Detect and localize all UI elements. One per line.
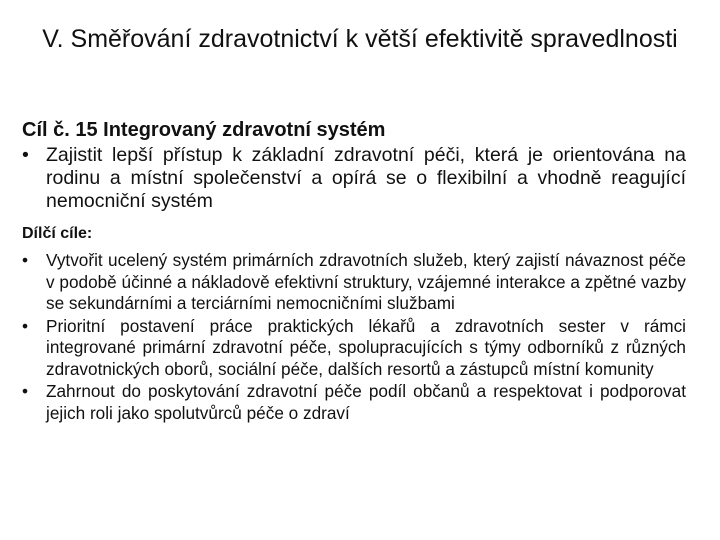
bullet-text: Vytvořit ucelený systém primárních zdravotních služeb, který zajistí návaznost péče v podobě účinné a nákladově efektivní struktury, vzájemné interakce a zpětné vazby se sekundárními a terciárními nemocničními službami	[46, 250, 686, 313]
list-item	[22, 144, 686, 213]
subgoals-heading: Dílčí cíle:	[22, 225, 93, 242]
goal-heading: Cíl č. 15 Integrovaný zdravotní systém	[22, 119, 386, 141]
bullet-icon: •	[22, 381, 29, 401]
bullet-text: Zajistit lepší přístup k základní zdravotní péči, která je orientována na rodinu a místní společenství a opírá se o flexibilní a vhodně reagující nemocniční systém	[46, 144, 686, 212]
list-item	[22, 381, 686, 424]
goal-bullet-list	[22, 144, 686, 213]
list-item	[22, 250, 686, 315]
bullet-icon: •	[22, 144, 29, 166]
slide-title: V. Směřování zdravotnictví k větší efektivitě spravedlnosti	[42, 25, 678, 53]
subgoals-bullet-list	[22, 250, 686, 425]
bullet-icon: •	[22, 250, 29, 270]
bullet-text: Zahrnout do poskytování zdravotní péče podíl občanů a respektovat i podporovat jejich roli jako spolutvůrců péče o zdraví	[46, 381, 686, 423]
bullet-text: Prioritní postavení práce praktických lékařů a zdravotních sester v rámci integrované primární zdravotní péče, spolupracujících s týmy odborníků z různých zdravotnických oborů, sociální péče, dalších resortů a zástupců místní komunity	[46, 315, 686, 379]
list-item	[22, 316, 686, 381]
bullet-icon: •	[22, 315, 29, 336]
